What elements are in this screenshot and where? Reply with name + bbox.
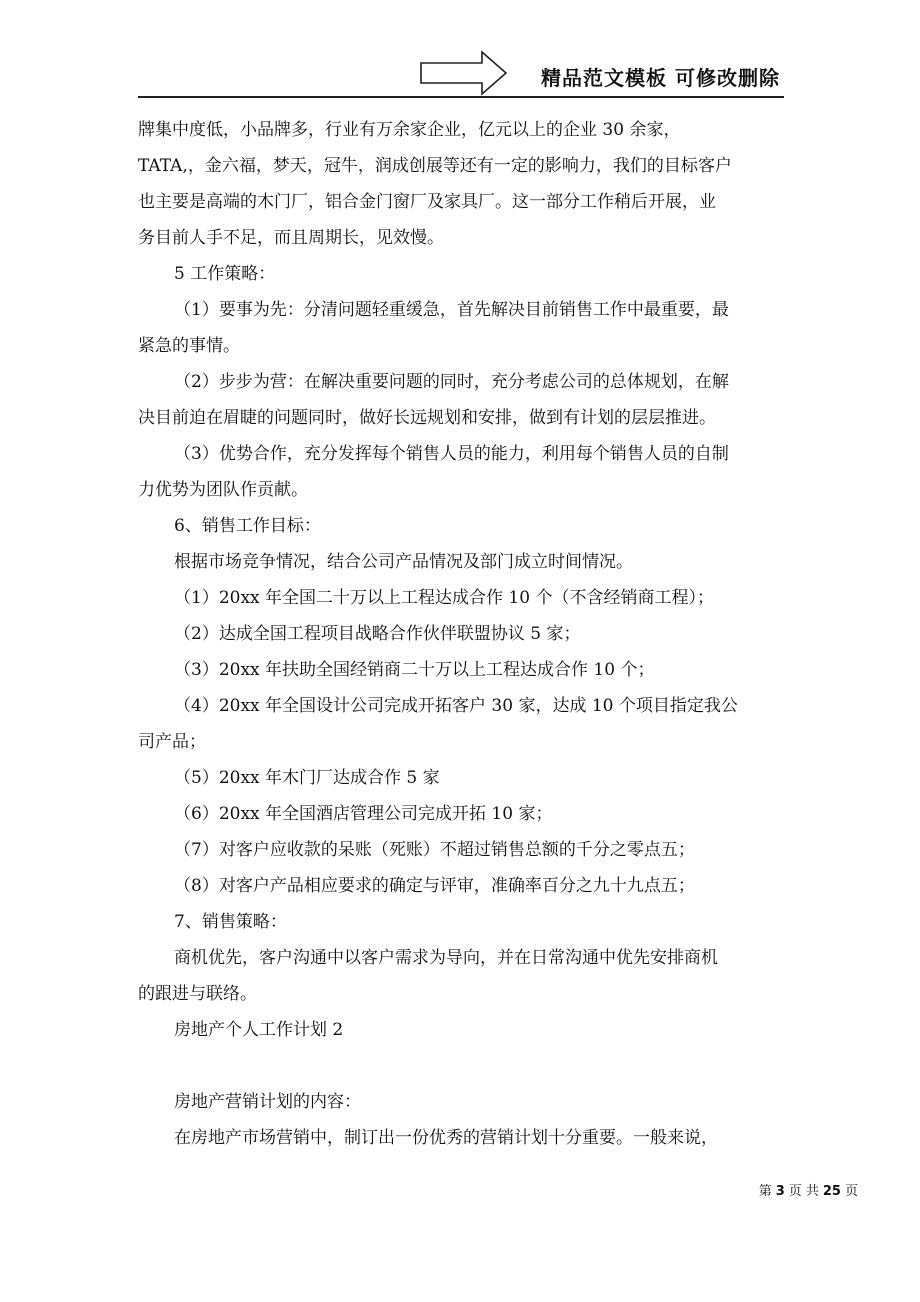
body-line: （2）步步为营：在解决重要问题的同时，充分考虑公司的总体规划，在解 <box>174 372 729 392</box>
body-line: TATA,，金六福，梦天，冠牛，润成创展等还有一定的影响力，我们的目标客户 <box>138 156 732 176</box>
list-item: （1）20xx 年全国二十万以上工程达成合作 10 个（不含经销商工程）； <box>174 588 714 608</box>
section-heading: 7、销售策略： <box>174 912 287 932</box>
body-line: 务目前人手不足，而且周期长，见效慢。 <box>138 228 444 248</box>
footer-middle: 页 共 <box>788 1184 819 1199</box>
body-line: （3）优势合作，充分发挥每个销售人员的能力，利用每个销售人员的自制 <box>174 444 729 464</box>
list-item: （7）对客户应收款的呆账（死账）不超过销售总额的千分之零点五； <box>174 840 695 860</box>
body-line: 牌集中度低，小品牌多，行业有万余家企业，亿元以上的企业 30 余家， <box>138 120 681 140</box>
section-heading: 6、销售工作目标： <box>174 516 321 536</box>
footer-prefix: 第 <box>758 1184 772 1199</box>
header-divider <box>138 96 784 98</box>
body-line: 也主要是高端的木门厂，铝合金门窗厂及家具厂。这一部分工作稍后开展，业 <box>138 192 716 212</box>
body-line: （1）要事为先：分清问题轻重缓急，首先解决目前销售工作中最重要，最 <box>174 300 729 320</box>
section-heading: 房地产营销计划的内容： <box>174 1092 361 1112</box>
document-body <box>138 112 780 1156</box>
body-line: 紧急的事情。 <box>138 336 240 356</box>
body-line: 决目前迫在眉睫的问题同时，做好长远规划和安排，做到有计划的层层推进。 <box>138 408 716 428</box>
list-item: （4）20xx 年全国设计公司完成开拓客户 30 家，达成 10 个项目指定我公 <box>174 696 738 716</box>
list-item: （8）对客户产品相应要求的确定与评审，准确率百分之九十九点五； <box>174 876 695 896</box>
section-heading: 5 工作策略： <box>174 264 276 284</box>
list-item: （6）20xx 年全国酒店管理公司完成开拓 10 家； <box>174 804 553 824</box>
footer-suffix: 页 <box>844 1184 858 1199</box>
body-line: 的跟进与联络。 <box>138 984 257 1004</box>
list-item: （5）20xx 年木门厂达成合作 5 家 <box>174 768 440 788</box>
list-item: （2）达成全国工程项目战略合作伙伴联盟协议 5 家； <box>174 624 581 644</box>
page-footer <box>759 1180 858 1199</box>
body-line: 司产品； <box>138 732 206 752</box>
current-page-number: 3 <box>775 1184 785 1199</box>
list-item: （3）20xx 年扶助全国经销商二十万以上工程达成合作 10 个； <box>174 660 655 680</box>
blank-line <box>138 1048 780 1084</box>
document-subtitle: 房地产个人工作计划 2 <box>174 1020 344 1040</box>
header-title: 精品范文模板 可修改删除 <box>541 66 780 90</box>
total-page-number: 25 <box>822 1184 841 1199</box>
body-line: 根据市场竞争情况，结合公司产品情况及部门成立时间情况。 <box>174 552 633 572</box>
body-line: 商机优先，客户沟通中以客户需求为导向，并在日常沟通中优先安排商机 <box>174 948 718 968</box>
body-line: 力优势为团队作贡献。 <box>138 480 308 500</box>
page-header <box>138 48 784 98</box>
right-arrow-outline-icon <box>420 50 508 96</box>
body-line: 在房地产市场营销中，制订出一份优秀的营销计划十分重要。一般来说， <box>174 1128 718 1148</box>
